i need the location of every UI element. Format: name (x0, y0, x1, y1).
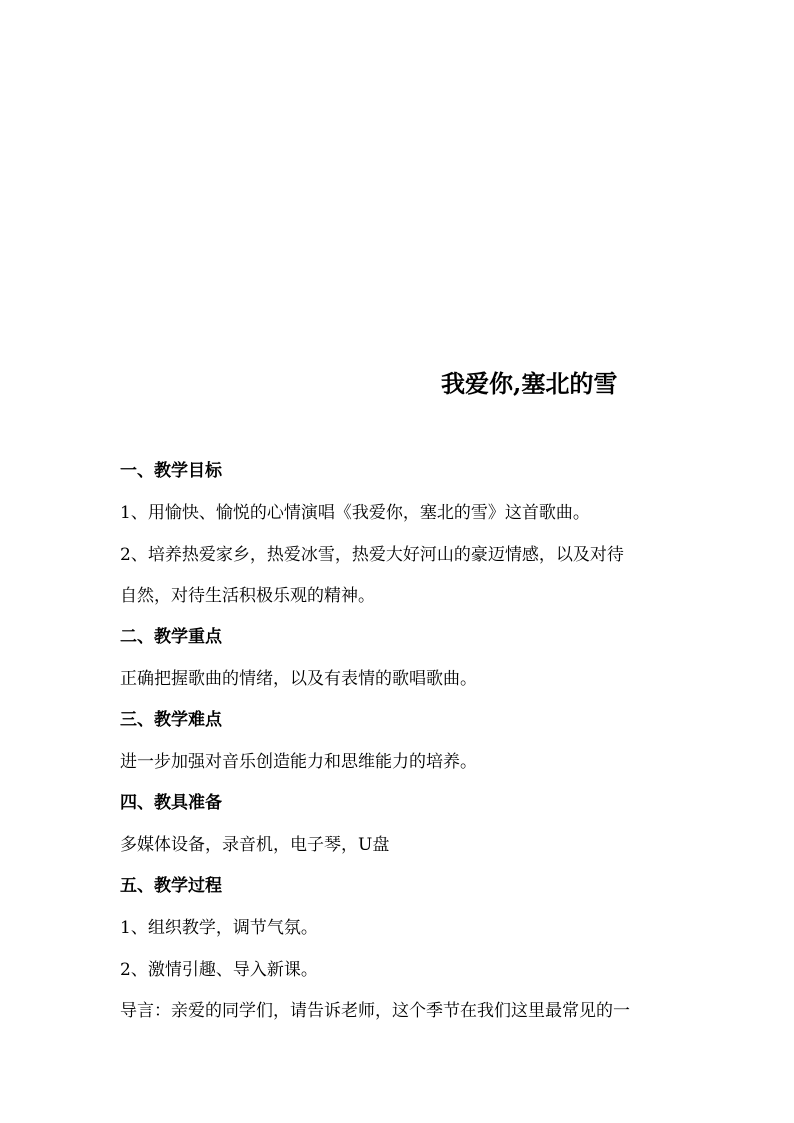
section-heading-difficulties: 三、教学难点 (120, 710, 222, 730)
process-line-1: 1、组织教学，调节气氛。 (120, 918, 318, 938)
section-heading-materials: 四、教具准备 (120, 793, 222, 813)
key-point-line-1: 正确把握歌曲的情绪，以及有表情的歌唱歌曲。 (120, 669, 477, 689)
difficulty-line-1: 进一步加强对音乐创造能力和思维能力的培养。 (120, 752, 477, 772)
section-heading-key-points: 二、教学重点 (120, 627, 222, 647)
objective-line-1: 1、用愉快、愉悦的心情演唱《我爱你，塞北的雪》这首歌曲。 (120, 503, 590, 523)
objective-line-3: 自然，对待生活积极乐观的精神。 (120, 586, 375, 606)
objective-line-2: 2、培养热爱家乡，热爱冰雪，热爱大好河山的豪迈情感，以及对待 (120, 545, 624, 565)
materials-line-1: 多媒体设备，录音机，电子琴，U盘 (120, 835, 390, 855)
section-heading-objectives: 一、教学目标 (120, 461, 222, 481)
process-line-3: 导言：亲爱的同学们，请告诉老师，这个季节在我们这里最常见的一 (120, 1001, 630, 1021)
document-title: 我爱你,塞北的雪 (441, 369, 618, 398)
process-line-2: 2、激情引趣、导入新课。 (120, 960, 318, 980)
section-heading-process: 五、教学过程 (120, 876, 222, 896)
